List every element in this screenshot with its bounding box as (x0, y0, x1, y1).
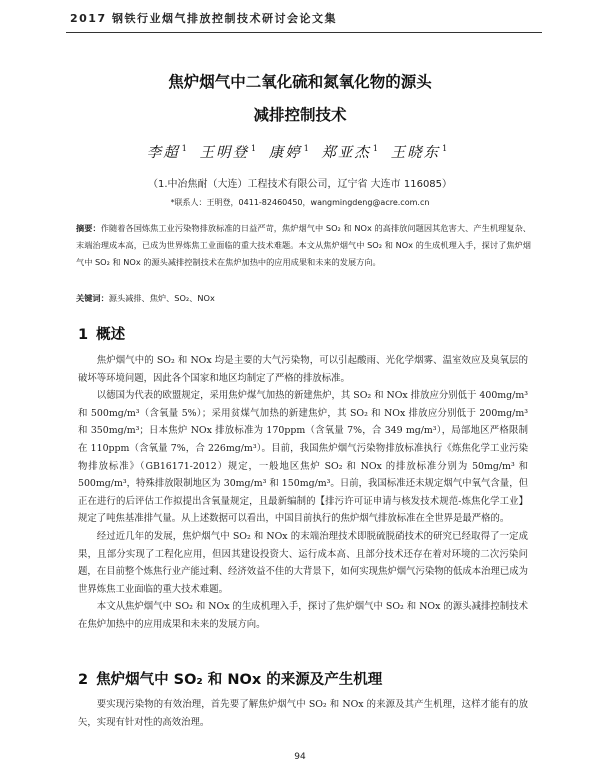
section-number: 1 (78, 327, 89, 343)
author-name: 郑亚杰 (321, 145, 371, 161)
author-name: 李超 (146, 145, 180, 161)
section-1-heading (78, 323, 125, 344)
page-number: 94 (294, 752, 306, 762)
paragraph: 要实现污染物的有效治理，首先要了解焦炉烟气中 SO₂ 和 NOx 的来源及其产生机理，这样才能有的放矢，实现有针对性的高效治理。 (78, 699, 528, 728)
contact-info: *联系人：王明登，0411-82460450，wangmingdeng@acre.com.cn (170, 198, 430, 207)
author-affiliation-mark: 1 (442, 144, 448, 154)
section-2-body (78, 696, 528, 731)
abstract (76, 220, 531, 270)
keywords (76, 293, 531, 304)
paper-title-line-1: 焦炉烟气中二氧化硫和氮氧化物的源头 (168, 73, 432, 91)
paragraph: 经过近几年的发展，焦炉烟气中 SO₂ 和 NOx 的末端治理技术即脱硫脱硝技术的研究已经取得了一定成果，且部分实现了工程化应用，但因其建设投资大、运行成本高、且部分技术还存在着对环境的二次污染问题，在目前整个炼焦行业产能过剩、经济效益不佳的大背景下，如何实现焦炉烟气污染物的低成本治理已成为世界炼焦工业面临的重大技术难题。 (78, 530, 529, 595)
author-affiliation-mark: 1 (372, 144, 378, 154)
section-number: 2 (78, 672, 89, 688)
section-1-body (78, 352, 528, 634)
section-title: 焦炉烟气中 SO₂ 和 NOx 的来源及产生机理 (96, 672, 383, 688)
running-header: 2017 钢铁行业烟气排放控制技术研讨会论文集 (70, 12, 337, 25)
header-rule (66, 32, 542, 33)
paragraph: 本文从焦炉烟气中 SO₂ 和 NOx 的生成机理入手，探讨了焦炉烟气中 SO₂ 和 NOx 的源头减排控制技术在焦炉加热中的应用成果和未来的发展方向。 (78, 601, 528, 630)
paragraph: 焦炉烟气中的 SO₂ 和 NOx 均是主要的大气污染物，可以引起酸雨、光化学烟雾、温室效应及臭氧层的破坏等环境问题，因此各个国家和地区均制定了严格的排放标准。 (78, 355, 528, 384)
author-name: 康婷 (268, 145, 302, 161)
paragraph: 以德国为代表的欧盟规定，采用焦炉煤气加热的新建焦炉，其 SO₂ 和 NOx 排放应分别低于 400mg/m³ 和 500mg/m³（含氧量 5%）；采用贫煤气加热的新建焦炉，其 SO₂ 和 NOx 排放应分别低于 200mg/m³ 和 350mg/m³；日本焦炉 NOx 排放标准为 170ppm（含氧量 7%，合 349 mg/m³），局部地区严格限制在 110ppm（含氧量 7%，合 226mg/m³）。目前，我国焦炉烟气污染物排放标准执行《炼焦化学工业污染物排放标准》（GB16171-2012）规定，一般地区焦炉 SO₂ 和 NOx 的排放标准分别为 50mg/m³ 和 500mg/m³，特殊排放限制地区为 30mg/m³ 和 150mg/m³。日前，我国标准还未规定烟气中氧气含量，但正在进行的后评估工作拟提出含氧量规定，且最新编制的【排污许可证申请与核发技术规范-炼焦化学工业】规定了吨焦基准排气量。从上述数据可以看出，中国目前执行的焦炉烟气排放标准在全世界是最严格的。 (78, 390, 528, 525)
author-affiliation-mark: 1 (251, 144, 257, 154)
abstract-label: 摘要： (76, 223, 101, 233)
keywords-text: 源头减排、焦炉、SO₂、NOx (108, 293, 215, 303)
author-name: 王晓东 (390, 145, 441, 161)
author-list (0, 141, 600, 162)
author-name: 王明登 (199, 145, 249, 161)
section-2-heading (78, 668, 382, 689)
section-title: 概述 (96, 327, 126, 343)
keywords-label: 关键词： (76, 293, 109, 303)
abstract-text: 作随着各国炼焦工业污染物排放标准的日益严苛，焦炉烟气中 SO₂ 和 NOx 的高排放问题因其危害大、产生机理复杂、末端治理成本高，已成为世界炼焦工业面临的重大技术难题。本文从焦炉烟气中 SO₂ 和 NOx 的生成机理入手，探讨了焦炉烟气中 SO₂ 和 NOx 的源头减排控制技术在焦炉加热中的应用成果和未来的发展方向。 (76, 223, 531, 267)
paper-title-line-2: 减排控制技术 (253, 106, 347, 124)
author-affiliation-mark: 1 (303, 144, 309, 154)
author-affiliation-mark: 1 (181, 144, 187, 154)
affiliation: （1.中冶焦耐（大连）工程技术有限公司，辽宁省 大连市 116085） (147, 179, 453, 190)
